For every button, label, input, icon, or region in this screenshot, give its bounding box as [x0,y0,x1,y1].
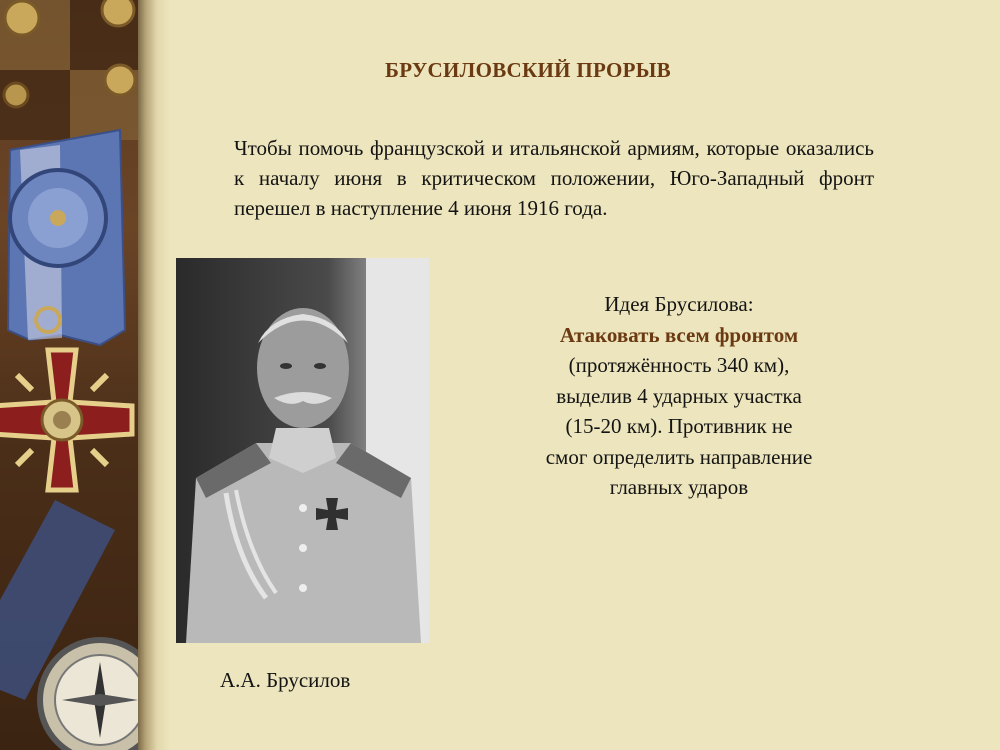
idea-heading: Идея Брусилова: [604,292,754,316]
decorative-medals-strip [0,0,138,750]
decorative-edge-band [138,0,170,750]
idea-body: (протяжённость 340 км), выделив 4 ударных участка (15-20 км). Противник не смог определить направление главных ударов [545,353,813,499]
portrait-photo [176,258,429,643]
intro-paragraph: Чтобы помочь французской и итальянской армиям, которые оказались к началу июня в критическом положении, Юго-Западный фронт перешел в наступление 4 июня 1916 года. [234,136,874,220]
portrait-caption: А.А. Брусилов [220,668,351,692]
slide-title: БРУСИЛОВСКИЙ ПРОРЫВ [385,58,671,82]
idea-block [545,289,813,503]
portrait-illustration [176,258,429,643]
idea-emphasis: Атаковать всем фронтом [559,322,799,347]
medals-illustration [0,0,138,750]
